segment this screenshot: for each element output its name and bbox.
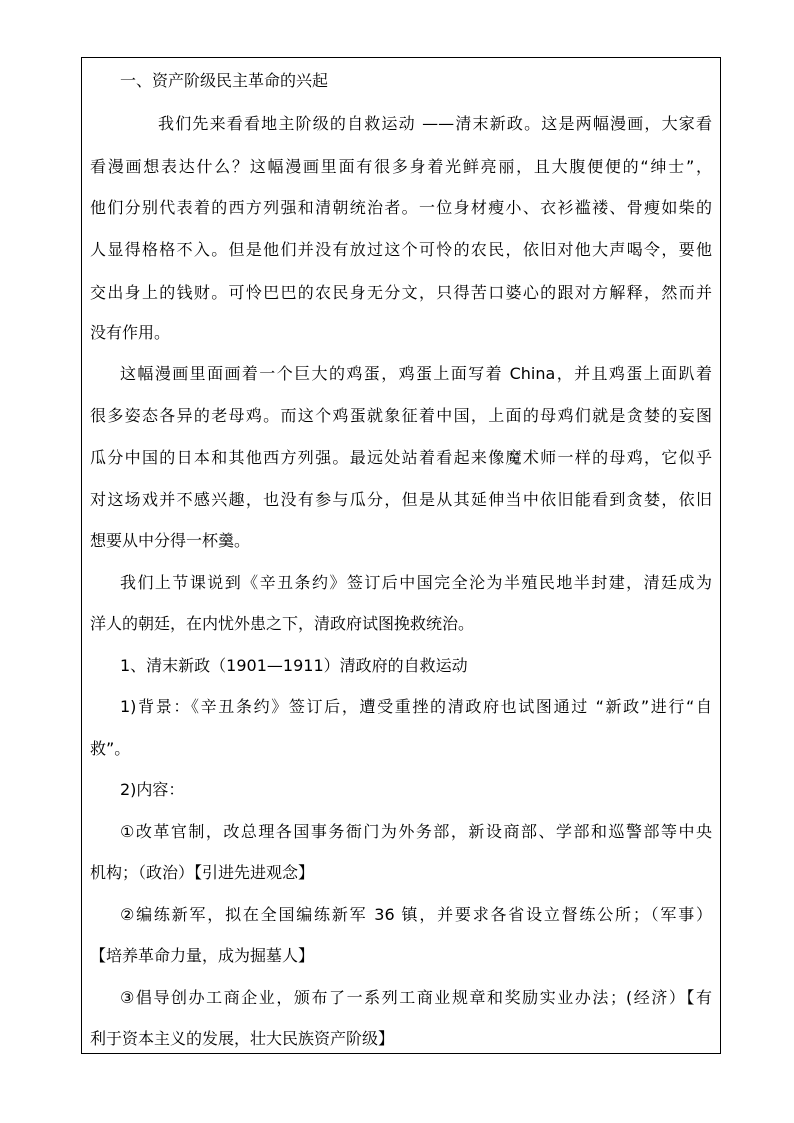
paragraph-line: 他们分别代表着的西方列强和清朝统治者。一位身材瘦小、衣衫褴褛、骨瘦如柴的 [90, 198, 712, 217]
background-line: 救”。 [90, 739, 131, 758]
paragraph-line: 没有作用。 [90, 323, 171, 342]
subsection-heading: 1、清末新政（1901—1911）清政府的自救运动 [120, 656, 468, 675]
paragraph-line: 我们上节课说到《辛丑条约》签订后中国完全沦为半殖民地半封建，清廷成为 [120, 573, 712, 592]
paragraph-line: 看漫画想表达什么？这幅漫画里面有很多身着光鲜亮丽，且大腹便便的“绅士”， [90, 157, 712, 176]
list-item-line: ③倡导创办工商企业，颁布了一系列工商业规章和奖励实业办法；(经济）【有 [120, 988, 712, 1007]
background-line: 1)背景：《辛丑条约》签订后，遭受重挫的清政府也试图通过 “新政”进行“自 [120, 697, 712, 716]
paragraph-line: 洋人的朝廷，在内忧外患之下，清政府试图挽救统治。 [90, 614, 475, 633]
paragraph-line: 对这场戏并不感兴趣，也没有参与瓜分，但是从其延伸当中依旧能看到贪婪，依旧 [90, 490, 712, 509]
paragraph-line: 交出身上的钱财。可怜巴巴的农民身无分文，只得苦口婆心的跟对方解释，然而并 [90, 283, 712, 302]
list-item-line: 利于资本主义的发展，壮大民族资产阶级】 [90, 1029, 395, 1048]
paragraph-line: 很多姿态各异的老母鸡。而这个鸡蛋就象征着中国，上面的母鸡们就是贪婪的妄图 [90, 406, 712, 425]
lesson-plan-cell [81, 57, 721, 1054]
paragraph-line: 瓜分中国的日本和其他西方列强。最远处站着看起来像魔术师一样的母鸡，它似乎 [90, 448, 712, 467]
paragraph-line: 我们先来看看地主阶级的自救运动 ——清末新政。这是两幅漫画，大家看 [158, 114, 712, 133]
list-item-line: 机构；（政治）【引进先进观念】 [90, 863, 315, 882]
paragraph-line: 想要从中分得一杯羹。 [90, 531, 251, 550]
list-item-line: ②编练新军，拟在全国编练新军 36 镇，并要求各省设立督练公所；（军事） [120, 905, 712, 924]
paragraph-line: 这幅漫画里面画着一个巨大的鸡蛋，鸡蛋上面写着 China，并且鸡蛋上面趴着 [120, 364, 712, 383]
section-heading: 一、资产阶级民主革命的兴起 [120, 71, 329, 90]
list-item-line: 【培养革命力量，成为掘墓人】 [90, 946, 315, 965]
paragraph-line: 人显得格格不入。但是他们并没有放过这个可怜的农民，依旧对他大声喝令，要他 [90, 240, 712, 259]
list-item-line: ①改革官制，改总理各国事务衙门为外务部，新设商部、学部和巡警部等中央 [120, 822, 712, 841]
content-label: 2)内容： [120, 780, 185, 799]
